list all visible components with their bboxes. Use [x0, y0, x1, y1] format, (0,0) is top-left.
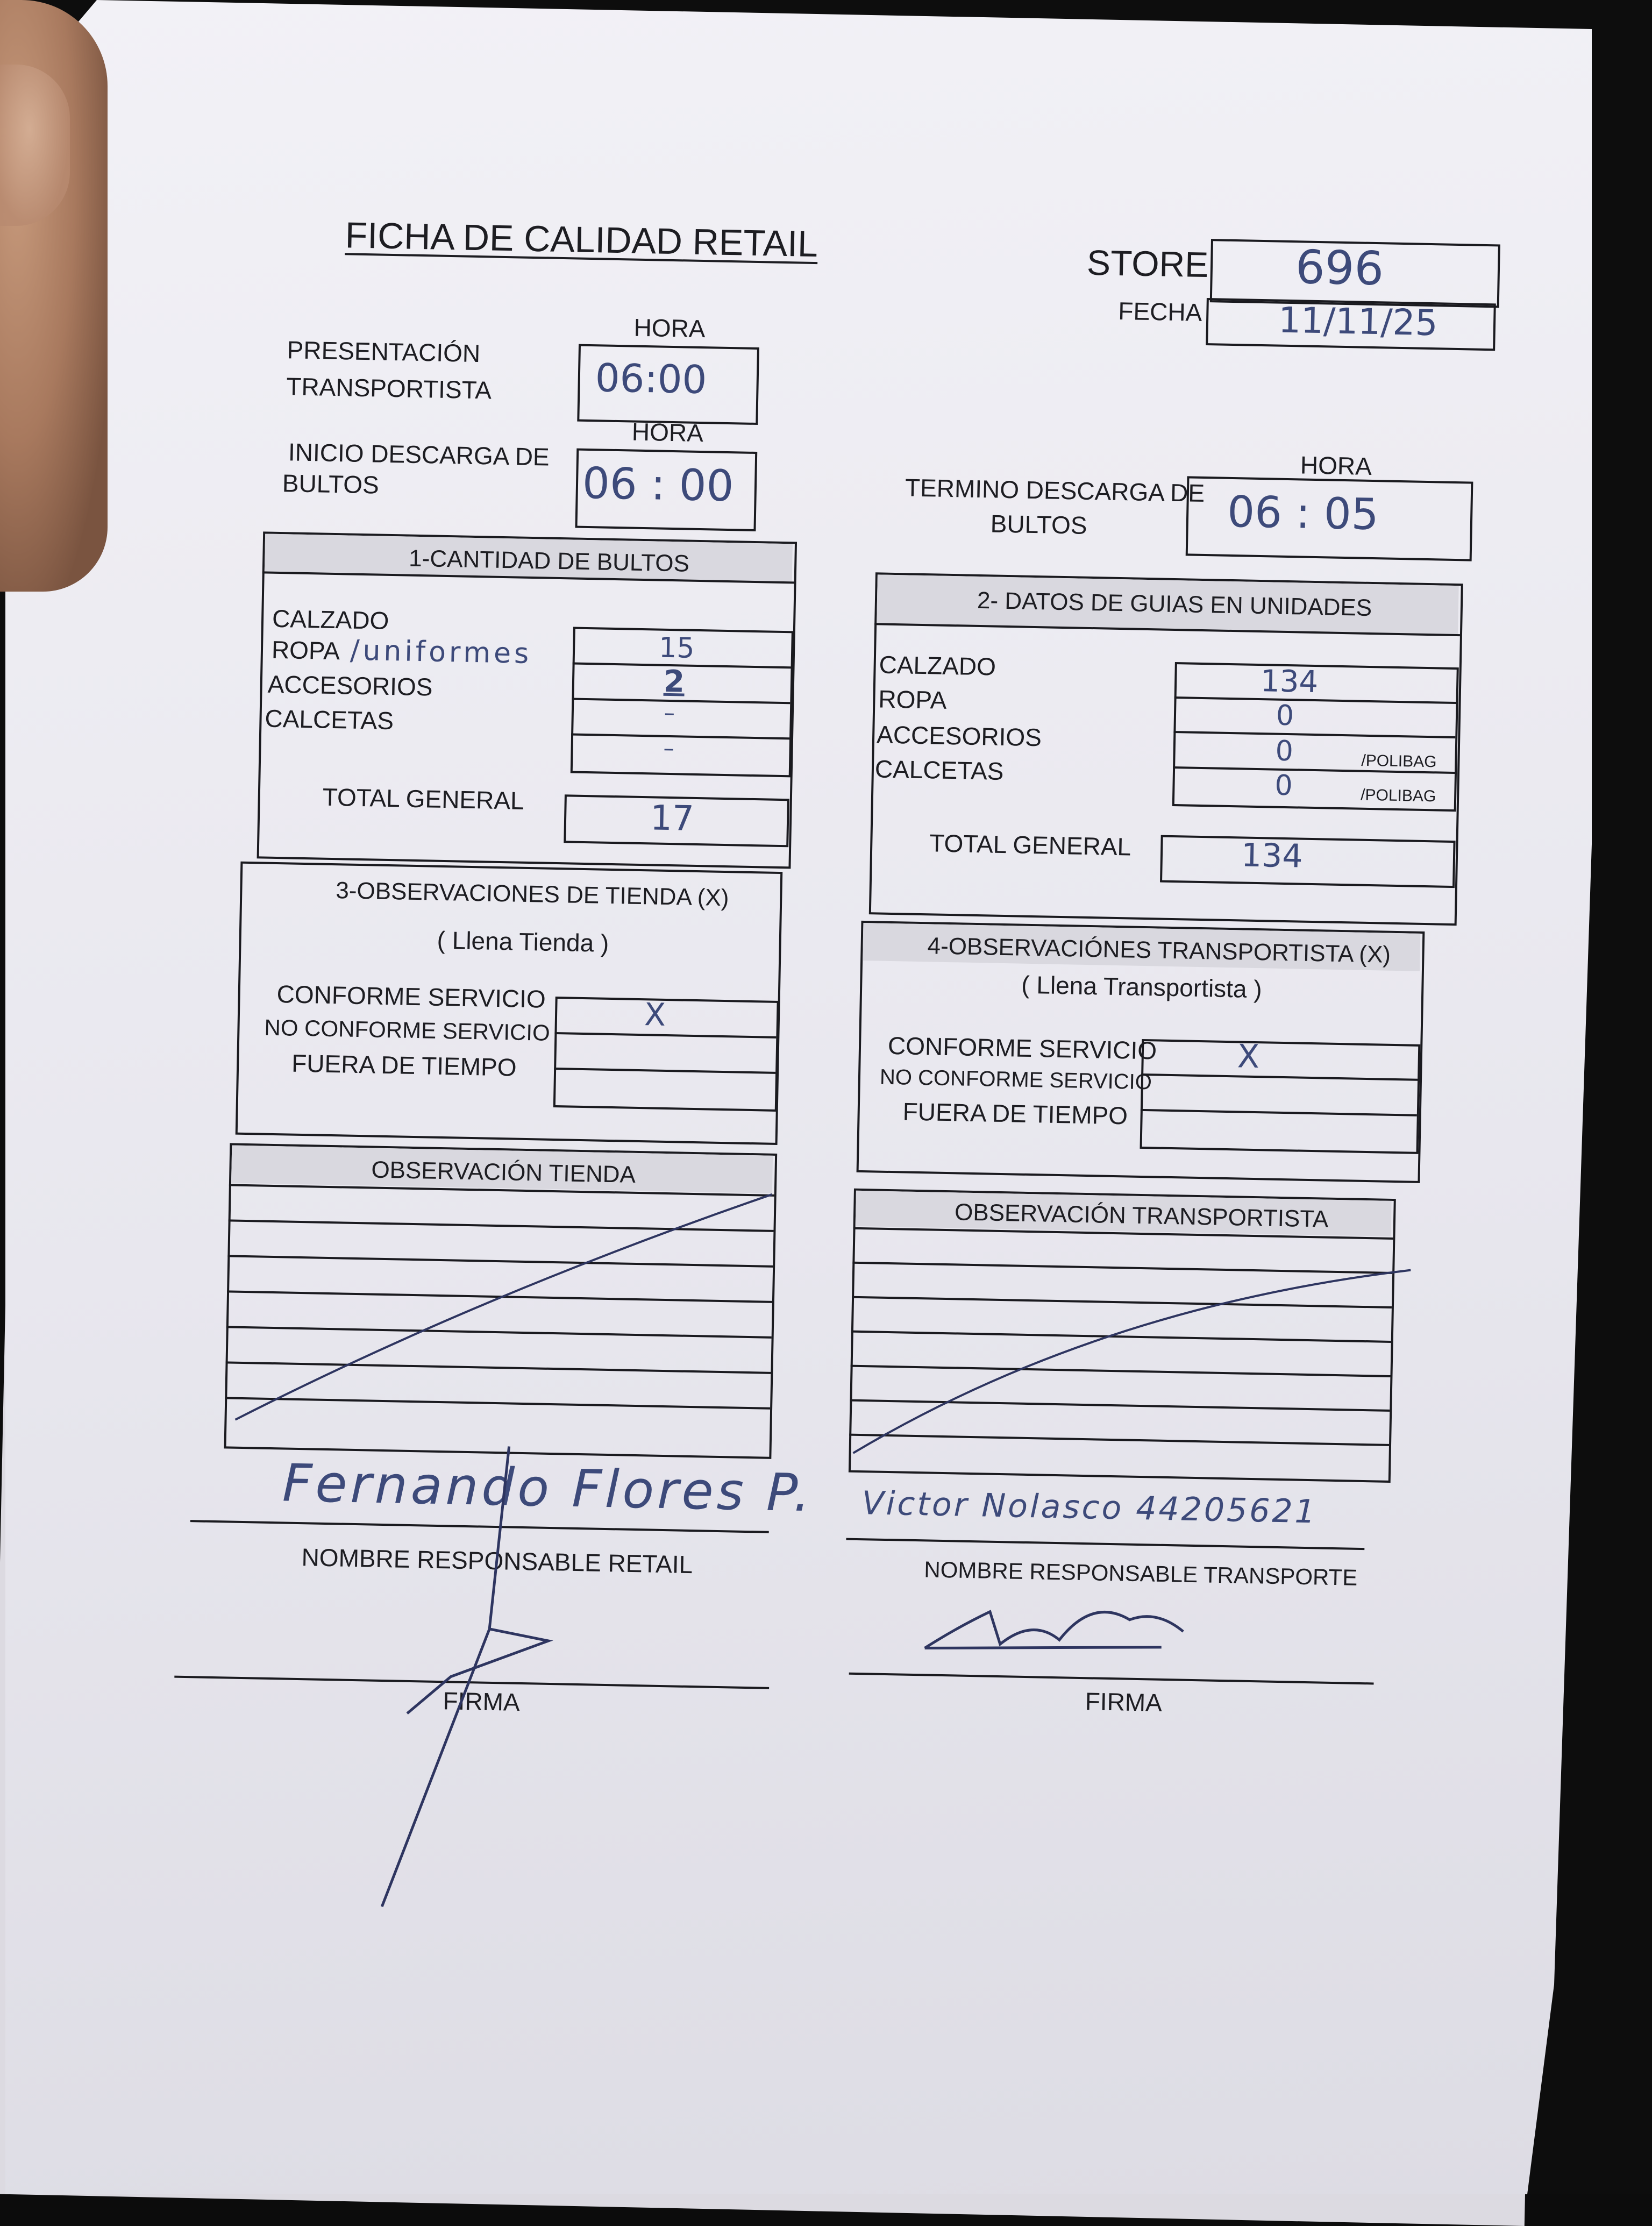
presentacion-hora-value: 06:00	[595, 355, 708, 403]
s2-row-calzado-value: 134	[1260, 664, 1319, 700]
transport-signature-stroke	[925, 1609, 1184, 1653]
presentacion-label-1: PRESENTACIÓN	[287, 336, 481, 368]
section4-title: 4-OBSERVACIÓNES TRANSPORTISTA (X)	[927, 933, 1391, 968]
retail-name-handwritten: Fernando Flores P.	[282, 1453, 814, 1524]
s1-row-calcetas-label: CALCETAS	[265, 704, 394, 735]
transport-name-label: NOMBRE RESPONSABLE TRANSPORTE	[923, 1556, 1358, 1590]
s1-total-value: 17	[650, 798, 695, 839]
hora-label-termino: HORA	[1300, 451, 1372, 480]
inicio-label-1: INICIO DESCARGA DE	[288, 438, 550, 471]
section3-subtitle: ( Llena Tienda )	[437, 926, 609, 957]
obs-tienda-cancel-stroke	[236, 1184, 772, 1430]
s1-row-accesorios-label: ACCESORIOS	[267, 670, 433, 701]
s1-row-ropa-value: 2	[663, 664, 685, 700]
section1-title: 1-CANTIDAD DE BULTOS	[408, 545, 690, 577]
form-title: FICHA DE CALIDAD RETAIL	[345, 215, 818, 265]
section2-title: 2- DATOS DE GUIAS EN UNIDADES	[977, 587, 1372, 622]
presentacion-label-2: TRANSPORTISTA	[286, 372, 492, 404]
retail-firma-label: FIRMA	[443, 1687, 521, 1716]
s2-row-accesorios-label: ACCESORIOS	[876, 720, 1042, 752]
s2-total-value: 134	[1241, 836, 1304, 876]
section3-title: 3-OBSERVACIONES DE TIENDA (X)	[335, 877, 729, 912]
s2-row-accesorios-unit: /POLIBAG	[1361, 751, 1437, 771]
s2-row-ropa-value: 0	[1276, 699, 1294, 732]
inicio-hora-value: 06 : 00	[582, 458, 735, 511]
s2-total-label: TOTAL GENERAL	[929, 829, 1131, 861]
retail-name-label: NOMBRE RESPONSABLE RETAIL	[301, 1543, 693, 1579]
retail-signature-stroke	[382, 1444, 552, 1910]
store-label: STORE	[1086, 242, 1209, 285]
termino-hora-value: 06 : 05	[1227, 486, 1379, 540]
s1-row-calcetas-value: –	[663, 736, 675, 762]
s2-row-calcetas-label: CALCETAS	[874, 755, 1004, 785]
obs-tienda-title: OBSERVACIÓN TIENDA	[371, 1156, 636, 1188]
termino-label-2: BULTOS	[990, 509, 1088, 539]
s1-total-label: TOTAL GENERAL	[322, 783, 525, 815]
s4-no-conforme-label: NO CONFORME SERVICIO	[879, 1065, 1152, 1094]
fecha-value: 11/11/25	[1278, 299, 1439, 344]
obs-transportista-title: OBSERVACIÓN TRANSPORTISTA	[954, 1199, 1329, 1233]
s2-row-calcetas-unit: /POLIBAG	[1360, 786, 1436, 806]
store-value: 696	[1295, 240, 1385, 296]
hora-label-presentacion: HORA	[633, 313, 706, 343]
s1-row-calzado-label: CALZADO	[272, 604, 389, 635]
s1-row-calzado-value: 15	[658, 631, 695, 665]
obs-transportista-cancel-stroke	[853, 1260, 1411, 1464]
s1-row-ropa-label: ROPA	[271, 635, 340, 665]
s4-conforme-label: CONFORME SERVICIO	[887, 1031, 1157, 1065]
s1-row-accesorios-value: –	[664, 700, 675, 726]
section4-subtitle: ( Llena Transportista )	[1021, 970, 1263, 1004]
s3-conforme-mark: X	[644, 996, 666, 1033]
hora-label-inicio: HORA	[631, 417, 704, 447]
s4-conforme-mark: X	[1237, 1037, 1260, 1076]
transport-name-handwritten: Victor Nolasco 44205621	[861, 1484, 1318, 1531]
s4-fuera-tiempo-label: FUERA DE TIEMPO	[902, 1097, 1128, 1130]
transport-firma-label: FIRMA	[1085, 1687, 1163, 1717]
s3-conforme-label: CONFORME SERVICIO	[276, 980, 546, 1013]
s2-row-ropa-label: ROPA	[878, 685, 947, 714]
s2-row-calzado-label: CALZADO	[879, 650, 996, 681]
inicio-label-2: BULTOS	[282, 469, 380, 499]
termino-label-1: TERMINO DESCARGA DE	[905, 473, 1205, 508]
s3-fuera-tiempo-label: FUERA DE TIEMPO	[291, 1049, 517, 1082]
s2-row-calcetas-value: 0	[1274, 769, 1293, 802]
s1-row-ropa-note: /uniformes	[350, 634, 532, 671]
s3-no-conforme-label: NO CONFORME SERVICIO	[264, 1014, 551, 1046]
fecha-label: FECHA	[1117, 296, 1202, 326]
s2-row-accesorios-value: 0	[1275, 735, 1294, 768]
